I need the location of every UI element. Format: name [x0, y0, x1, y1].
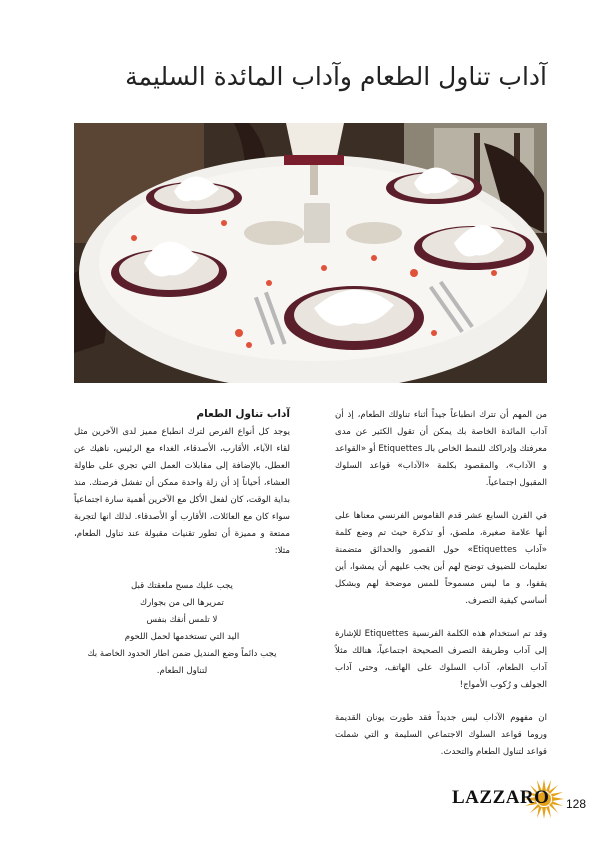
left-column: [74, 407, 290, 680]
intro-paragraph: يوجد كل أنواع الفرص لترك انطباع مميز لدى الآخرين مثل لقاء الآباء، الأقارب، الأصدقاء، الغداء مع الرئيس، ناهيك عن العطل، بالإضافة إلى مقابلات العمل التي تجري على طاولة العشاء، أحياناً إذ أن زلة واحدة ممكن أن تفشل فرصتك. منذ بداية الوقت، كان لفعل الأكل مع الآخرين أهمية سارة اجتماعياً سواء كان مع العائلات، الأقارب أو الأصدقاء. لذلك انها لتجربة ممتعة و مميزة أن تطور تقنيات مقبولة عند تناول الطعام، مثلا:: [74, 427, 290, 556]
paragraph: ان مفهوم الآداب ليس جديداً فقد طورت يونان القديمة وروما قواعد السلوك الاجتماعي السليمة و التي شملت قواعد لتناول الطعام والتحدث.: [335, 713, 547, 757]
tip-line: يجب عليك مسح ملعقتك قبل: [131, 581, 233, 591]
page-number: 128: [566, 797, 587, 811]
tip-item: [74, 646, 290, 680]
tip-line: لا تلمس أنفك بنفس: [146, 615, 218, 625]
tip-line: تمريرها الى من بجوارك: [140, 598, 224, 608]
brand-logo: [452, 787, 549, 809]
tips-list: [74, 578, 290, 680]
tip-line: اليد التي تستخدمها لحمل اللحوم: [124, 632, 240, 642]
right-column: [335, 407, 547, 777]
logo-text: LAZZARO: [452, 787, 550, 808]
tip-item: [74, 578, 290, 612]
paragraph: وقد تم استخدام هذه الكلمة الفرنسية Etiquettes للإشارة إلى آداب وطريقة التصرف الصحيحة اجتماعياً، هنالك مثلاً آداب الطعام، آداب السلوك على الهاتف، وحتى آداب الجولف و رُكوب الأمواج!: [335, 629, 548, 690]
paragraph: من المهم أن تترك انطباعاً جيداً أثناء تناولك الطعام، إذ أن آداب المائدة الخاصة بك يمكن أن تقول الكثير عن مدى معرفتك وإدراكك للنمط الخاص بالـ Etiquettes أو «القواعد و الآداب»، والمقصود بكلمة «الآداب» قواعد السلوك المقبول اجتماعياً.: [335, 410, 547, 488]
tip-item: [74, 612, 290, 646]
section-heading: آداب تناول الطعام: [196, 408, 290, 420]
dining-table-photo: [74, 123, 547, 383]
tip-line: لتناول الطعام.: [156, 666, 208, 676]
paragraph: في القرن السابع عشر قدم القاموس الفرنسي معناها على أنها علامة صغيرة، ملصق، أو تذكرة حيث تم وضع كلمة «آداب Etiquettes» حول القصور والحدائق متضمنة تعليمات للضيوف توضح لهم أين يجب عليهم أن يمشوا، أين يقفوا، و ما ليس مسموحاً للمس موضحة لهم وبشكل أساسي كيفية التصرف.: [335, 511, 547, 606]
page-title: آداب تناول الطعام وآداب المائدة السليمة: [125, 62, 547, 91]
tip-line: يجب دائماً وضع المنديل ضمن اطار الحدود الخاصة بك: [87, 649, 277, 659]
